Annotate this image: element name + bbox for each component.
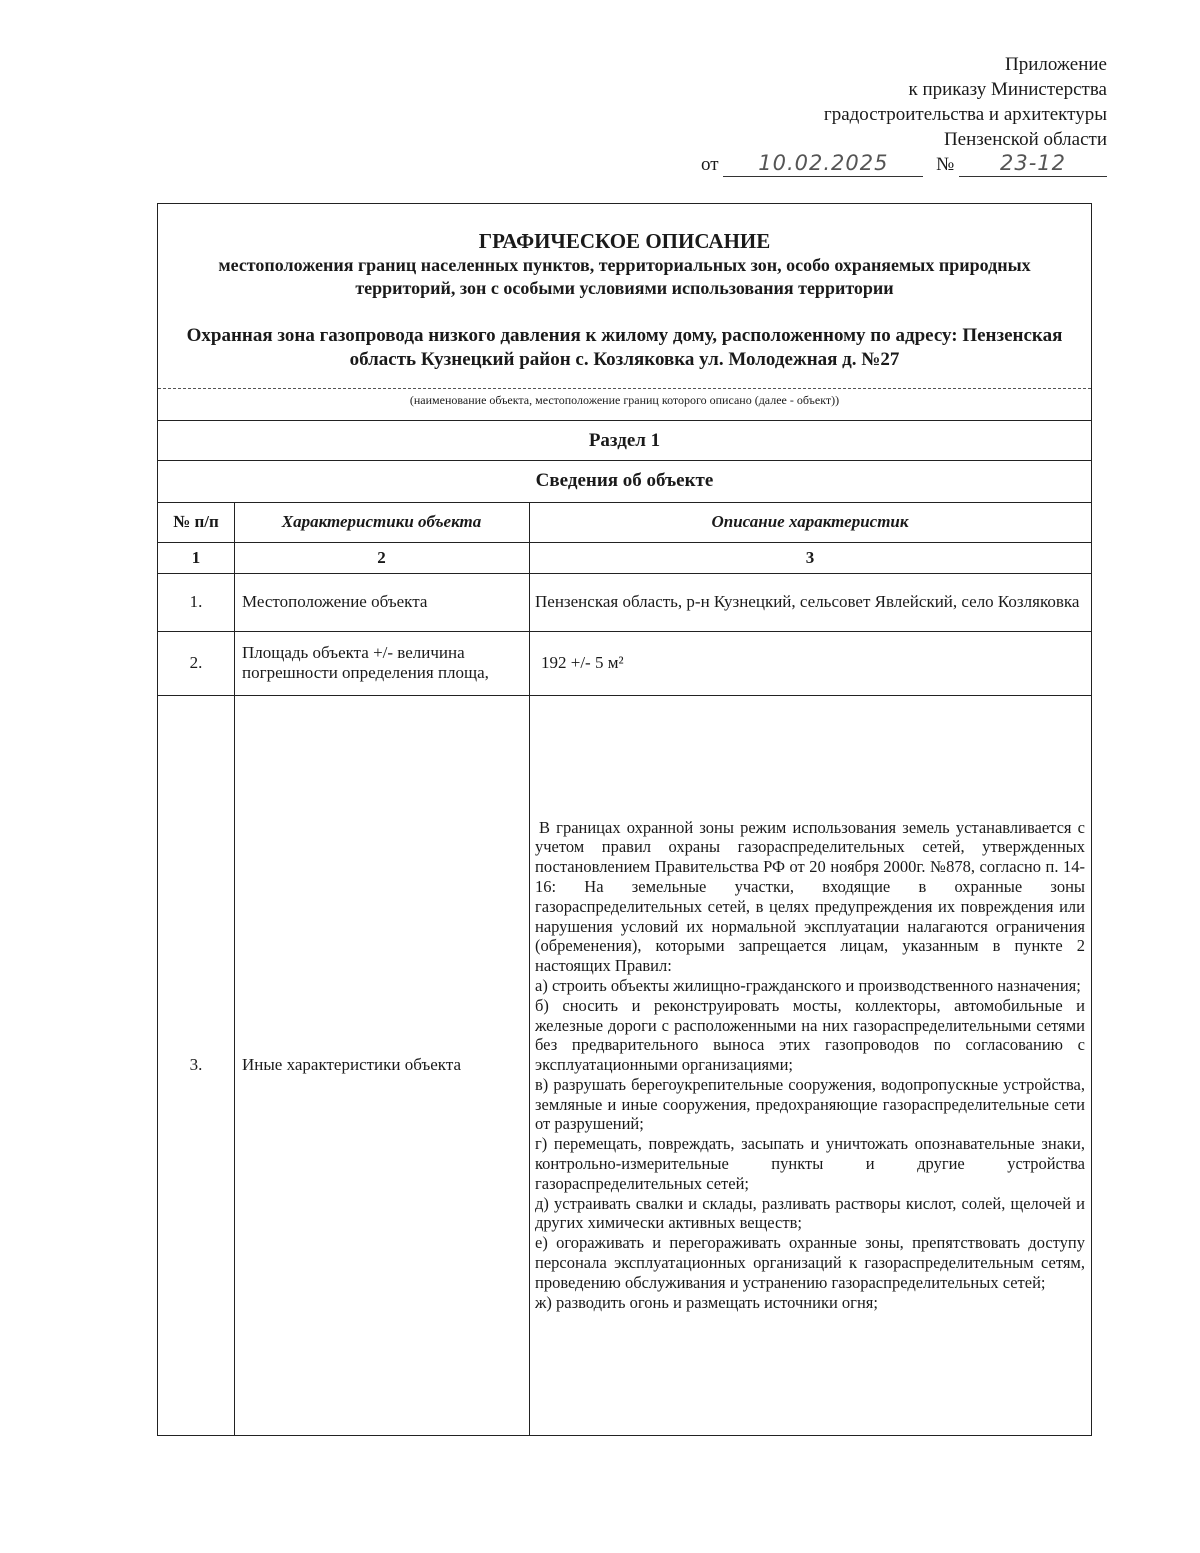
header-description: Описание характеристик [711, 512, 909, 531]
restrictions-text [535, 818, 1085, 1313]
restriction-item: ж) разводить огонь и размещать источники огня; [535, 1292, 878, 1312]
divider [158, 420, 1091, 421]
row-number: 3. [189, 1055, 203, 1074]
restriction-item: г) перемещать, повреждать, засыпать и уничтожать опознавательные знаки, контрольно-измерительные пункты и другие устройства газораспределительных сетей; [535, 1134, 1085, 1193]
header-number: № п/п [173, 512, 219, 531]
header-characteristic: Характеристики объекта [281, 512, 482, 531]
title-block [158, 204, 1091, 372]
order-number: 23-12 [959, 150, 1107, 177]
appendix-line: Приложение [1005, 54, 1107, 75]
divider [158, 460, 1091, 461]
section-label: Раздел 1 [588, 430, 661, 451]
restriction-item: б) сносить и реконструировать мосты, коллекторы, автомобильные и железные дороги с расположенными на них газораспределительными сетями без предварительного выноса этих газопроводов по согласованию с эксплуатационными организациями; [535, 995, 1085, 1075]
row-value: Пензенская область, р-н Кузнецкий, сельсовет Явлейский, село Козляковка [535, 592, 1080, 611]
column-number: 2 [377, 547, 386, 567]
appendix-block [587, 52, 1107, 152]
restriction-item: е) огораживать и перегораживать охранные зоны, препятствовать доступу персонала эксплуатационных организаций к газораспределительным сетям, проведению обслуживания и устранению газораспределительных сетей; [535, 1233, 1085, 1292]
section-heading: Сведения об объекте [535, 470, 714, 491]
order-from-label: от [701, 154, 719, 175]
document-frame [157, 203, 1092, 1436]
restriction-item: в) разрушать берегоукрепительные сооружения, водопропускные устройства, земляные и иные сооружения, предохраняющие газораспределительные сети от разрушений; [535, 1074, 1085, 1134]
restriction-item: д) устраивать свалки и склады, разливать растворы кислот, солей, щелочей и других химически активных веществ; [535, 1193, 1085, 1233]
order-reference [701, 150, 1107, 178]
row-value: 192 +/- 5 м² [541, 653, 624, 672]
column-number: 1 [191, 547, 201, 567]
object-name: Охранная зона газопровода низкого давления к жилому дому, расположенному по адресу: Пензенская область Кузнецкий район с. Козляковка ул. Молодежная д. №27 [186, 325, 1063, 370]
row-name: Площадь объекта +/- величина погрешности определения площа, [242, 643, 489, 682]
appendix-line: к приказу Министерства [908, 79, 1107, 100]
document-title: ГРАФИЧЕСКОЕ ОПИСАНИЕ [478, 229, 771, 253]
order-date: 10.02.2025 [723, 150, 923, 177]
object-name-rule [158, 388, 1091, 389]
appendix-line: Пензенской области [943, 129, 1107, 150]
order-number-label: № [936, 154, 955, 175]
row-name: Иные характеристики объекта [242, 1055, 462, 1074]
row-name: Местоположение объекта [242, 592, 428, 611]
column-number: 3 [805, 547, 815, 567]
restriction-item: а) строить объекты жилищно-гражданского и производственного назначения; [535, 975, 1081, 995]
object-caption: (наименование объекта, местоположение границ которого описано (далее - объект)) [409, 393, 840, 407]
row-number: 1. [189, 592, 203, 611]
row-value-cell [529, 695, 1091, 1435]
restrictions-intro: В границах охранной зоны режим использования земель устанавливается с учетом правил охраны газораспределительных сетей, утвержденных постановлением Правительства РФ от 20 ноября 2000г. №878, согласно п. 14-16: На земельные участки, входящие в охранные зоны газораспределительных сетей, в целях предупреждения их повреждения или нарушения условий их нормальной эксплуатации налагаются ограничения (обременения), которыми запрещается лицам, указанным в пункте 2 настоящих Правил: [535, 817, 1085, 976]
document-subtitle: местоположения границ населенных пунктов, территориальных зон, особо охраняемых природных территорий, зон с особыми условиями использования территории [218, 255, 1031, 298]
row-number: 2. [189, 653, 203, 672]
appendix-line: градостроительства и архитектуры [823, 104, 1107, 125]
